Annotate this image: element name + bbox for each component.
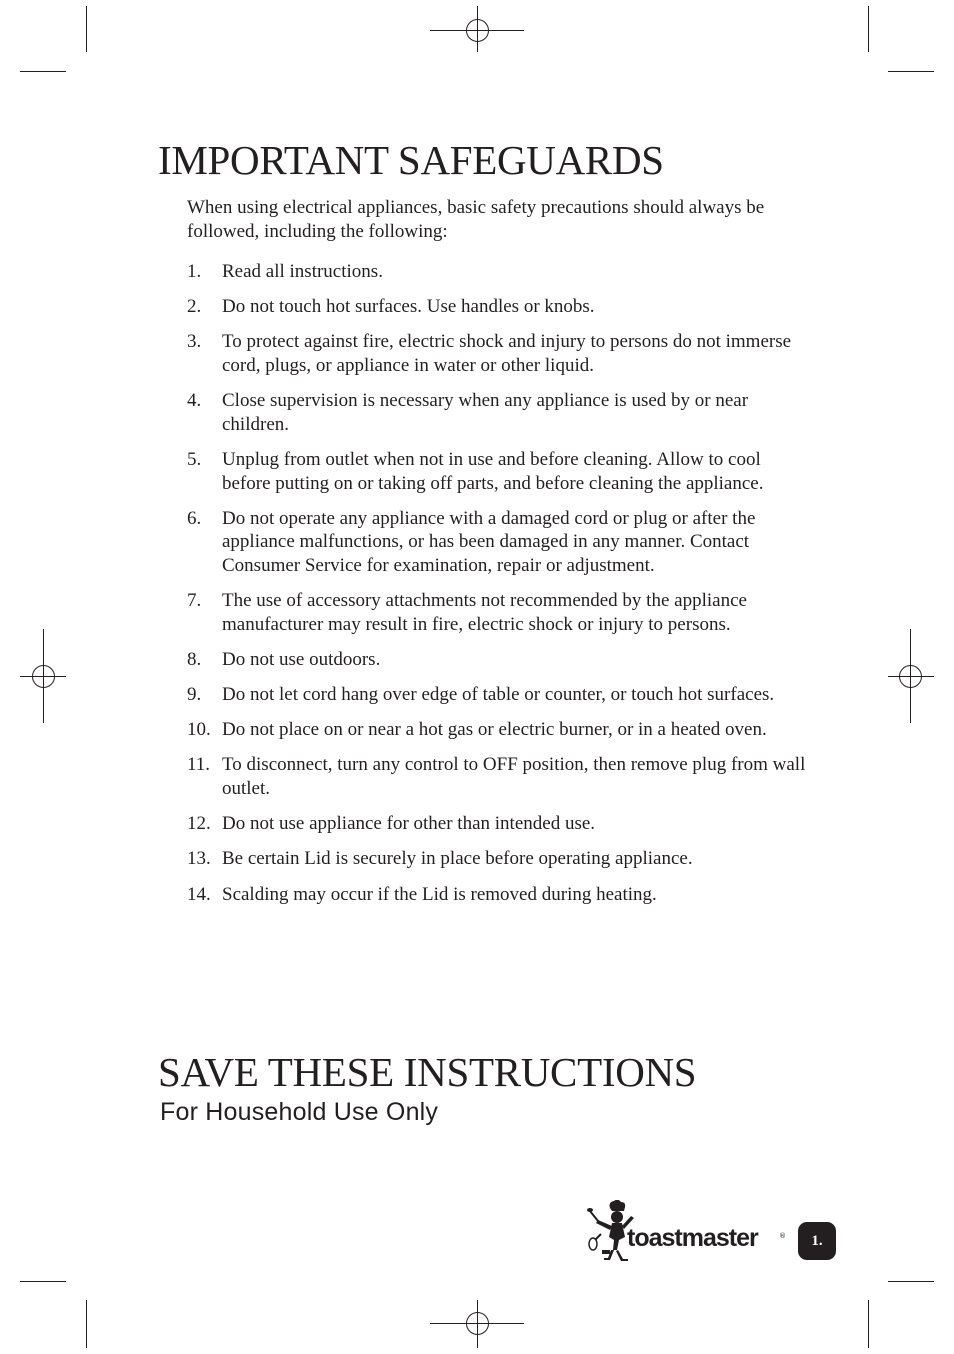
list-item-number: 1.: [187, 261, 202, 282]
toastmaster-logo: [586, 1200, 796, 1264]
list-item-text: Unplug from outlet when not in use and before cleaning. Allow to cool before putting on or taking off parts, and before cleaning the appliance.: [222, 448, 764, 494]
list-item: [187, 718, 807, 742]
list-item: [187, 812, 807, 836]
list-item-text: Do not let cord hang over edge of table or counter, or touch hot surfaces.: [222, 684, 775, 706]
safeguards-list: [187, 260, 807, 918]
crop-mark: [868, 6, 869, 52]
list-item-text: Do not place on or near a hot gas or electric burner, or in a heated oven.: [222, 719, 767, 741]
page-title: IMPORTANT SAFEGUARDS: [158, 137, 664, 183]
list-item: [187, 448, 807, 495]
list-item-number: 7.: [187, 590, 202, 612]
list-item-number: 12.: [187, 813, 211, 835]
list-item-number: 6.: [187, 507, 202, 529]
list-item-text: To disconnect, turn any control to OFF position, then remove plug from wall outlet.: [222, 754, 806, 800]
list-item-text: Scalding may occur if the Lid is removed during heating.: [222, 883, 657, 905]
page-number-badge: [798, 1222, 836, 1260]
list-item-number: 3.: [187, 331, 202, 353]
list-item-number: 14.: [187, 883, 211, 905]
list-item-text: Be certain Lid is securely in place before operating appliance.: [222, 848, 693, 870]
crop-mark: [888, 71, 934, 72]
crop-mark: [86, 1300, 87, 1348]
list-item: [187, 847, 807, 871]
list-item-text: Do not use outdoors.: [222, 648, 381, 670]
list-item-text: Do not operate any appliance with a damaged cord or plug or after the appliance malfunctions, or has been damaged in any manner. Contact Consumer Service for examination, repair or adjustment.: [222, 507, 756, 576]
list-item-number: 13.: [187, 848, 211, 870]
list-item: [187, 589, 807, 636]
registered-mark: ®: [779, 1232, 786, 1240]
list-item: [187, 683, 807, 707]
save-instructions-heading: SAVE THESE INSTRUCTIONS: [158, 1049, 697, 1095]
crop-mark: [868, 1300, 869, 1348]
crop-mark: [86, 6, 87, 52]
list-item-text: Do not touch hot surfaces. Use handles or knobs.: [222, 296, 595, 318]
household-use-subheading: For Household Use Only: [160, 1098, 439, 1126]
page-number: 1.: [811, 1232, 823, 1249]
crop-mark: [888, 1281, 934, 1282]
list-item-number: 11.: [187, 754, 211, 776]
list-item-text: Close supervision is necessary when any appliance is used by or near children.: [222, 390, 749, 435]
list-item: [187, 330, 807, 377]
list-item-text: To protect against fire, electric shock and injury to persons do not immerse cord, plugs, or appliance in water or other liquid.: [222, 331, 792, 376]
list-item: [187, 389, 807, 436]
list-item-number: 9.: [187, 684, 202, 706]
list-item-text: The use of accessory attachments not recommended by the appliance manufacturer may result in fire, electric shock or injury to persons.: [222, 590, 747, 635]
list-item: [187, 883, 807, 907]
intro-paragraph: When using electrical appliances, basic safety precautions should always be followed, including the following:: [187, 197, 765, 242]
list-item-text: Do not use appliance for other than intended use.: [222, 813, 596, 835]
list-item-number: 2.: [187, 296, 202, 318]
brand-name: toastmaster: [627, 1224, 758, 1252]
list-item-text: Read all instructions.: [222, 261, 383, 282]
list-item: [187, 753, 807, 800]
crop-mark: [20, 1281, 66, 1282]
list-item: [187, 507, 807, 578]
list-item: [187, 295, 807, 319]
list-item: [187, 648, 807, 672]
list-item-number: 10.: [187, 719, 211, 741]
list-item-number: 5.: [187, 448, 202, 470]
list-item: [187, 260, 807, 284]
list-item-number: 4.: [187, 390, 202, 412]
list-item-number: 8.: [187, 648, 202, 670]
crop-mark: [20, 71, 66, 72]
